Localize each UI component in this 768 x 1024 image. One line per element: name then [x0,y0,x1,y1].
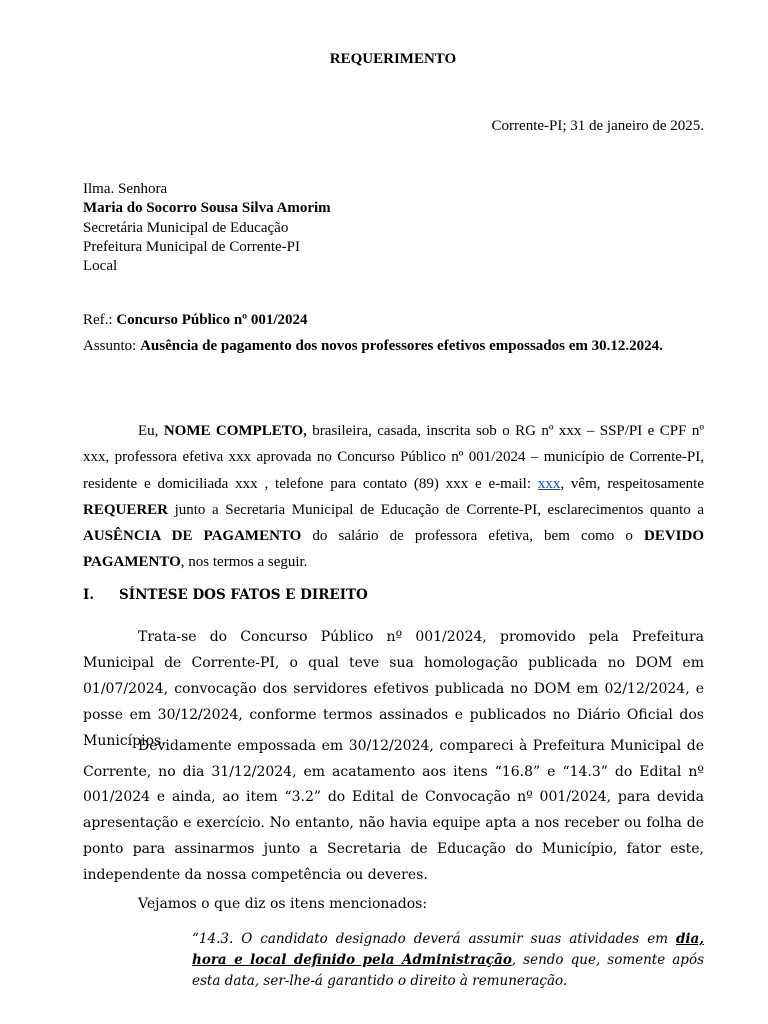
section-heading: I. SÍNTESE DOS FATOS E DIREITO [83,587,368,603]
intro-paragraph: Eu, NOME COMPLETO, brasileira, casada, inscrita sob o RG nº xxx – SSP/PI e CPF nº xxx, professora efetiva xxx aprovada no Concurso Público nº 001/2024 – município de Corrente-PI, residente e domiciliada xxx , telefone para contato (89) xxx e e-mail: xxx, vêm, respeitosamente REQUERER junto a Secretaria Municipal de Educação de Corrente-PI, esclarecimentos quanto a AUSÊNCIA DE PAGAMENTO do salário de professora efetiva, bem como o DEVIDO PAGAMENTO, nos termos a seguir. [83,423,704,571]
document-title: REQUERIMENTO [329,51,457,67]
recipient-role: Secretária Municipal de Educação [83,219,289,236]
dateline: Corrente-PI; 31 de janeiro de 2025. [491,118,704,134]
recipient-salutation: Ilma. Senhora [83,181,168,197]
email-link[interactable]: xxx [537,475,561,492]
facts-paragraph: Trata-se do Concurso Público nº 001/2024, promovido pela Prefeitura Municipal de Corrente-PI, o qual teve sua homologação publicada no DOM em 01/07/2024, convocação dos servidores efetivos publicada no DOM em 02/12/2024, e posse em 30/12/2024, conforme termos assinados e publicados no Diário Oficial dos Municípios. [83,629,704,749]
recipient-block [83,180,331,276]
recipient-name: Maria do Socorro Sousa Silva Amorim [83,200,331,217]
reference-line: Ref.: Concurso Público nº 001/2024 [83,312,308,328]
see-items-paragraph: Vejamos o que diz os itens mencionados: [138,896,428,912]
quoted-item: “14.3. O candidato designado deverá assumir suas atividades em dia, hora e local definido pela Administração, sendo que, somente após esta data, ser-lhe-á garantido o direito à remuneração. [192,931,705,989]
recipient-place: Local [83,258,118,275]
recipient-office: Prefeitura Municipal de Corrente-PI [83,238,301,255]
subject-line: Assunto: Ausência de pagamento dos novos professores efetivos empossados em 30.12.2024. [83,338,663,354]
reference-block [83,307,663,359]
inauguration-paragraph: Devidamente empossada em 30/12/2024, compareci à Prefeitura Municipal de Corrente, no dia 31/12/2024, em acatamento aos itens “16.8” e “14.3” do Edital nº 001/2024 e ainda, ao item “3.2” do Edital de Convocação nº 001/2024, para devida apresentação e exercício. No entanto, não havia equipe apta a nos receber ou folha de ponto para assinarmos junto a Secretaria de Educação do Município, fator este, independente da nossa competência ou deveres. [83,738,704,883]
